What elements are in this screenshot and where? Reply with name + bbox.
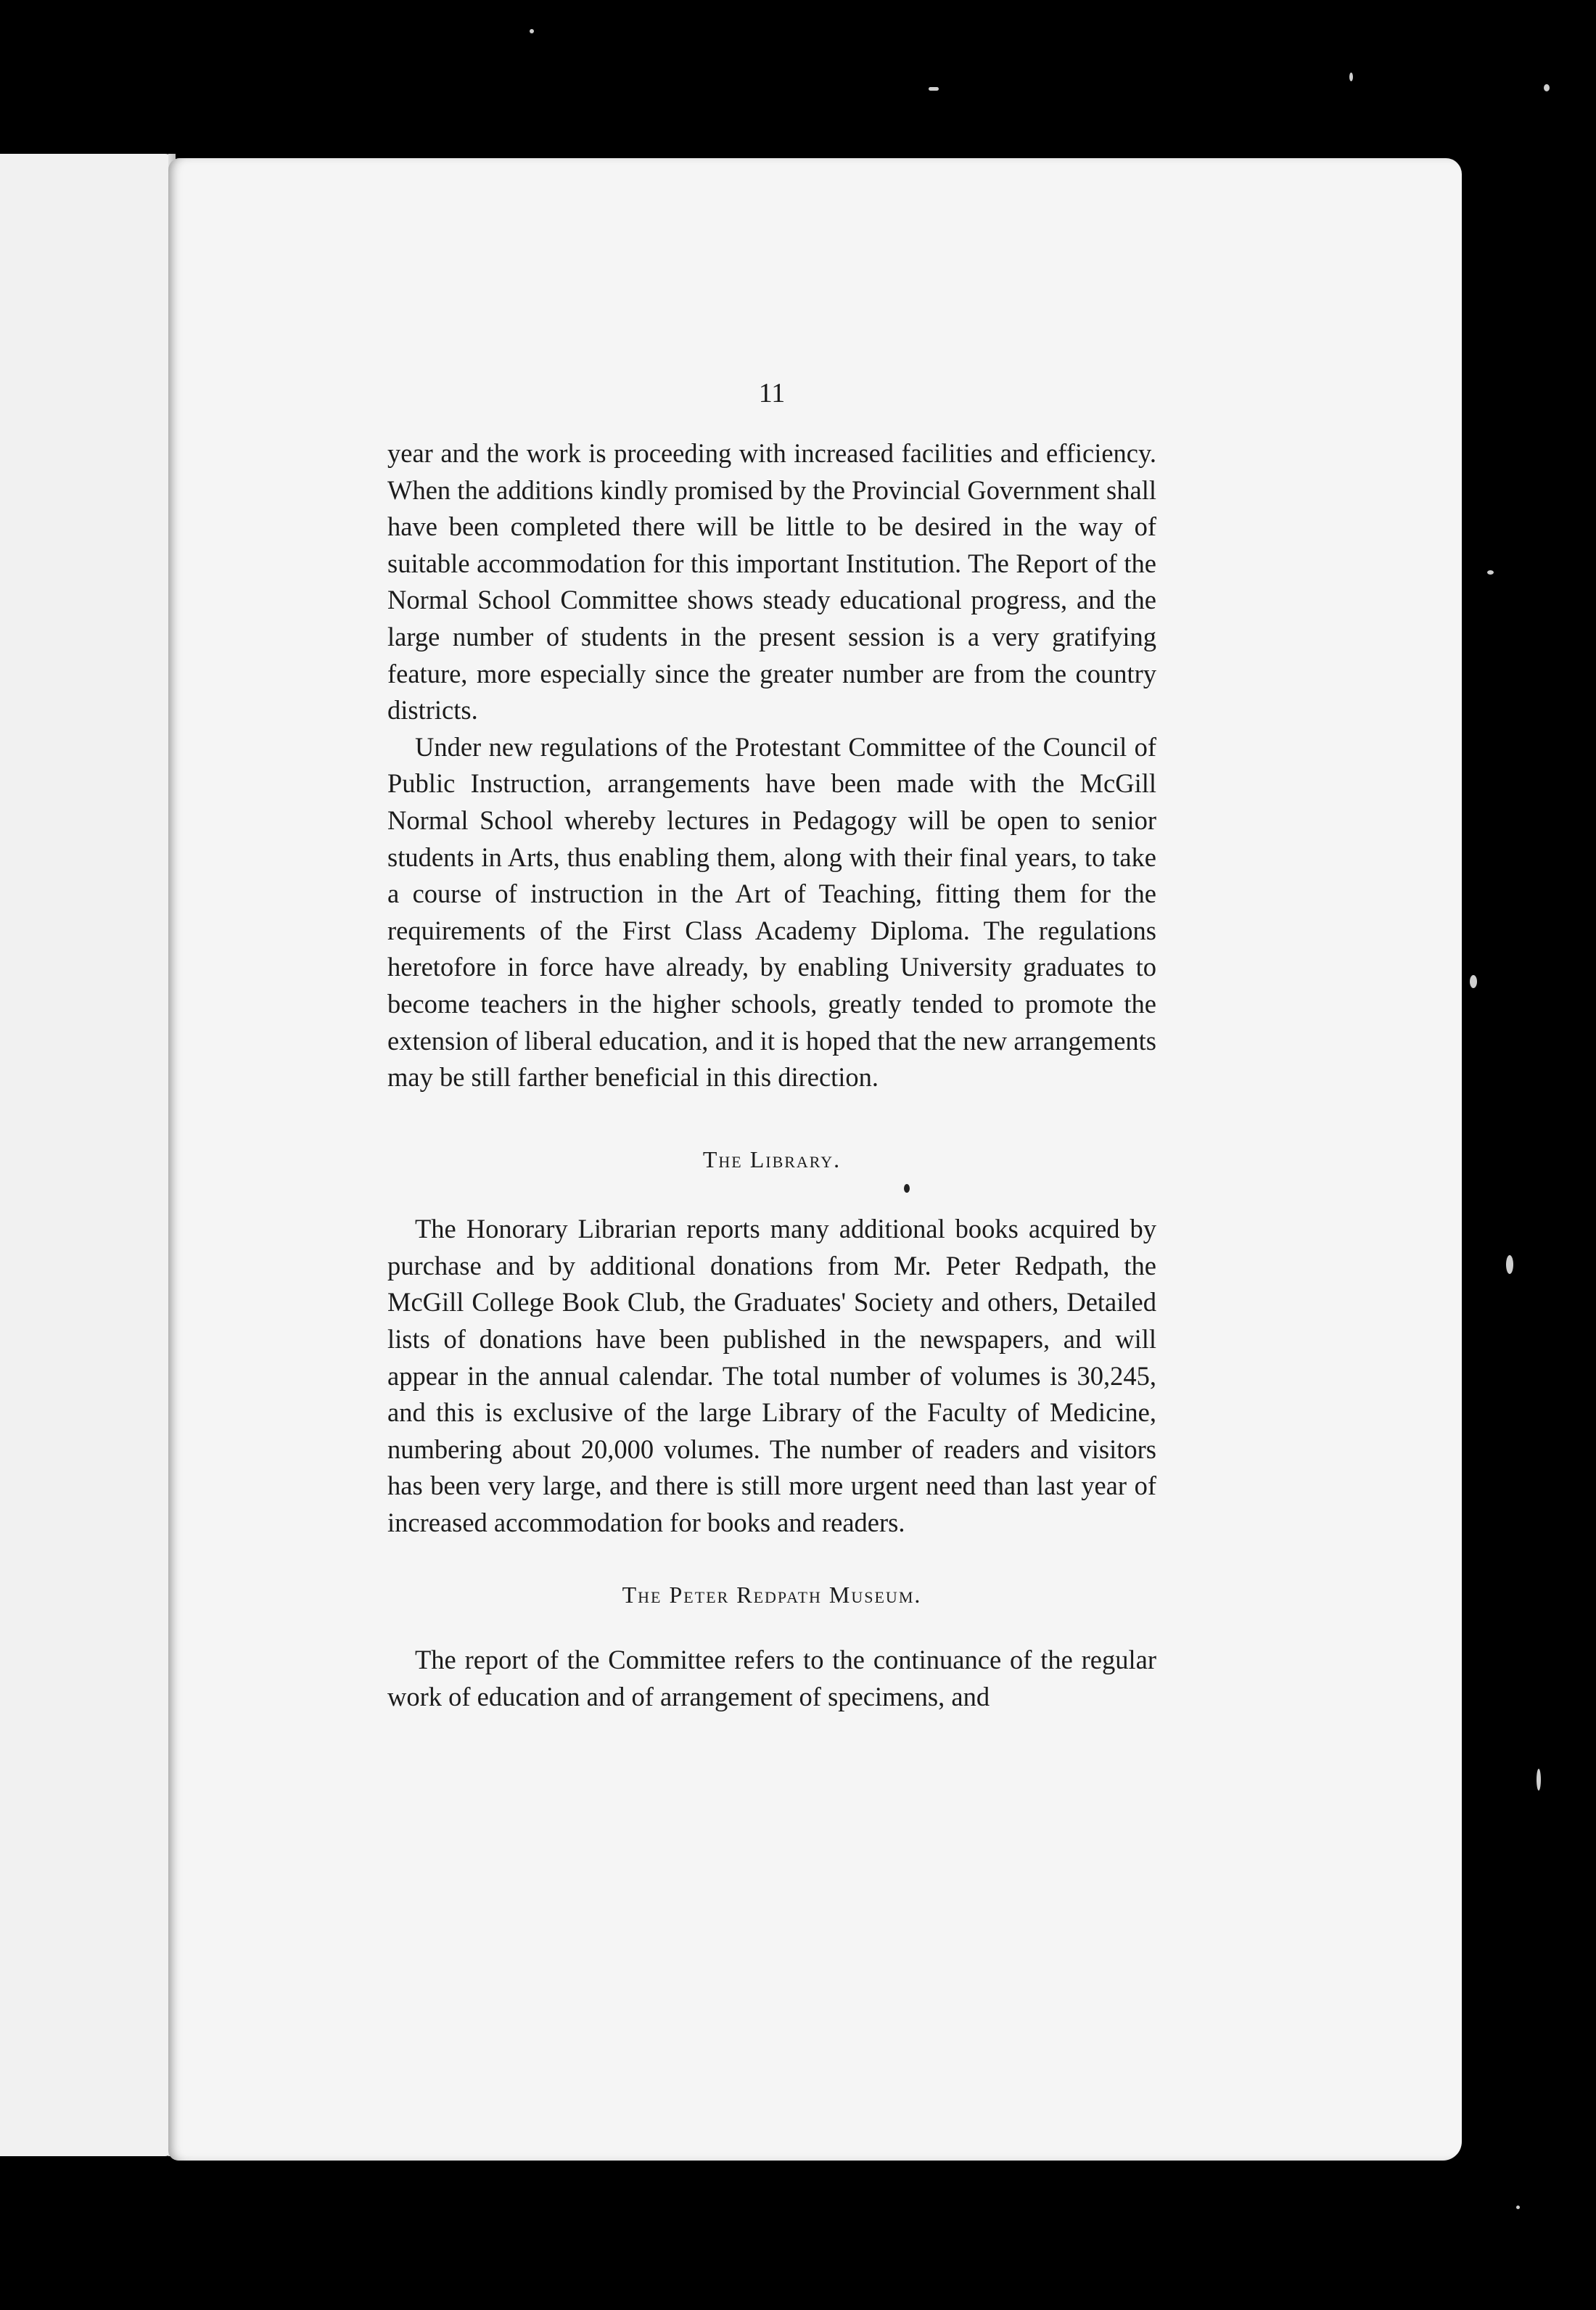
section-heading-museum: The Peter Redpath Museum.: [622, 1581, 922, 1608]
dust-speck: [1537, 1769, 1541, 1791]
dust-speck: [1487, 570, 1494, 575]
ink-mark: [904, 1184, 910, 1193]
dust-speck: [1470, 975, 1477, 988]
library-paragraph: The Honorary Librarian reports many additional books acquired by purchase and by additional donations from Mr. Peter Redpath, the McGill College Book Club, the Graduates' Society and others, Detailed lists of donations have been published in the newspapers, and will appear in the annual calendar. The total number of volumes is 30,245, and this is exclusive of the large Library of the Faculty of Medicine, numbering about 20,000 volumes. The number of readers and visitors has been very large, and there is still more urgent need than last year of increased accommodation for books and readers.: [387, 1214, 1156, 1538]
page-number: 11: [758, 378, 786, 408]
dust-speck: [1516, 2206, 1520, 2209]
paragraph: year and the work is proceeding with increased facilities and efficiency. When the additions kindly promised by the Provincial Government shall have been completed there will be little to be desired in the way of suitable accommodation for this important Institution. The Report of the Normal School Committee shows steady educational progress, and the large number of students in the present session is a very gratifying feature, more especially since the greater number are from the country districts.: [387, 438, 1156, 726]
dust-speck: [929, 87, 939, 91]
dust-speck: [1506, 1255, 1513, 1274]
page-body: [387, 435, 1156, 1715]
dust-speck: [1544, 84, 1550, 91]
paragraph: Under new regulations of the Protestant Committee of the Council of Public Instruction, arrangements have been made with the McGill Normal School whereby lectures in Pedagogy will be open to senior students in Arts, thus enabling them, along with their final years, to take a course of instruction in the Art of Teaching, fitting them for the requirements of the First Class Academy Diploma. The regulations heretofore in force have already, by enabling University graduates to become teachers in the higher schools, greatly tended to promote the extension of liberal education, and it is hoped that the new arrangements may be still farther beneficial in this direction.: [387, 731, 1156, 1093]
dust-speck: [1349, 73, 1353, 81]
museum-paragraph: The report of the Committee refers to the continuance of the regular work of education and of arrangement of specimens, and: [387, 1645, 1156, 1711]
section-heading-library: The Library.: [702, 1146, 842, 1172]
left-page-edge: [0, 154, 176, 2156]
dust-speck: [530, 29, 534, 33]
